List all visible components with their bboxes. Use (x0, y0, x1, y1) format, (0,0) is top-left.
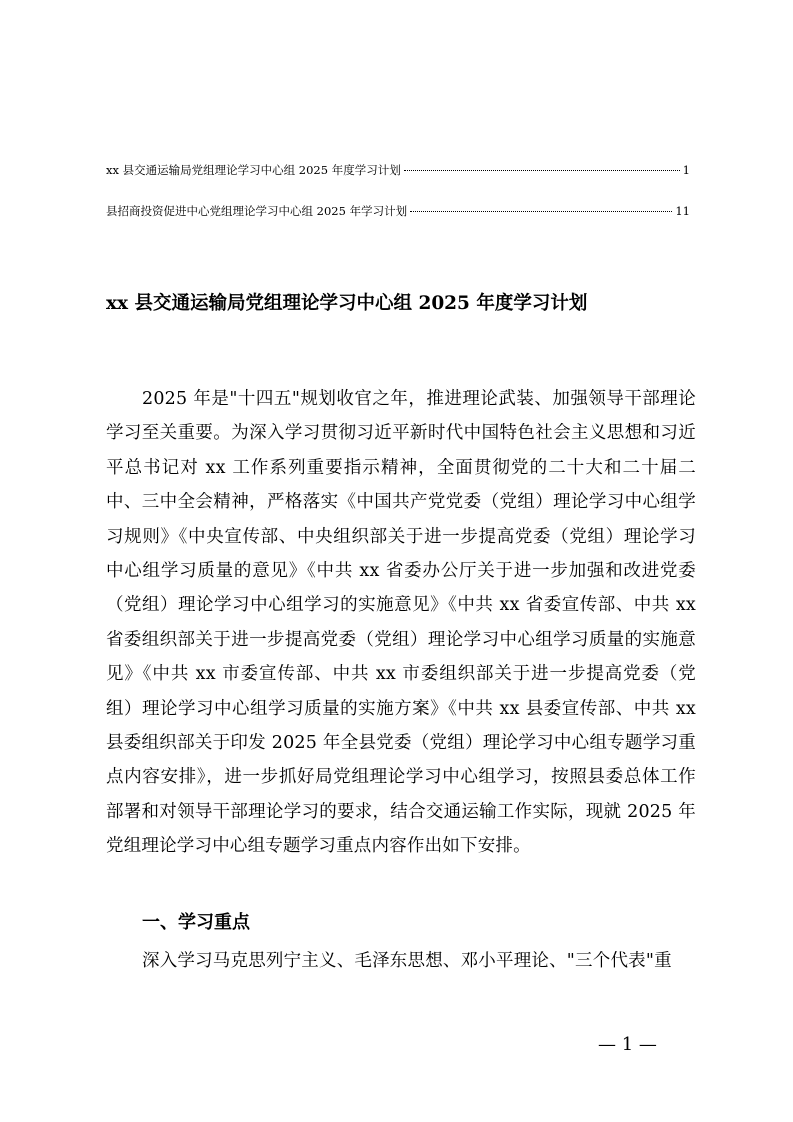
document-title: xx 县交通运输局党组理论学习中心组 2025 年度学习计划 (106, 293, 588, 314)
toc-entry[interactable] (106, 162, 690, 178)
section-heading: 一、学习重点 (142, 912, 250, 933)
toc-entry-page: 1 (682, 163, 690, 177)
intro-paragraph: 2025 年是"十四五"规划收官之年，推进理论武装、加强领导干部理论学习至关重要。为深入学习贯彻习近平新时代中国特色社会主义思想和习近平总书记对 xx 工作系列重要指示精神，全面贯彻党的二十大和二十届二中、三中全会精神，严格落实《中国共产党党委（党组）理论学习中心组学习规则》《中央宣传部、中央组织部关于进一步提高党委（党组）理论学习中心组学习质量的意见》《中共 xx 省委办公厅关于进一步加强和改进党委（党组）理论学习中心组学习的实施意见》《中共 xx 省委宣传部、中共 xx 省委组织部关于进一步提高党委（党组）理论学习中心组学习质量的实施意见》《中共 xx 市委宣传部、中共 xx 市委组织部关于进一步提高党委（党组）理论学习中心组学习质量的实施方案》《中共 xx 县委宣传部、中共 xx 县委组织部关于印发 2025 年全县党委（党组）理论学习中心组专题学习重点内容安排》，进一步抓好局党组理论学习中心组学习，按照县委总体工作部署和对领导干部理论学习的要求，结合交通运输工作实际，现就 2025 年党组理论学习中心组专题学习重点内容作出如下安排。 (106, 389, 696, 857)
section-paragraph: 深入学习马克思列宁主义、毛泽东思想、邓小平理论、"三个代表"重 (142, 951, 672, 971)
toc-dot-leader (404, 170, 680, 171)
toc-entry-title: 县招商投资促进中心党组理论学习中心组 2025 年学习计划 (106, 204, 408, 218)
toc-entry-page: 11 (675, 204, 690, 218)
page-number: — 1 — (598, 1034, 657, 1055)
toc-entry[interactable] (106, 203, 690, 219)
toc-entry-title: xx 县交通运输局党组理论学习中心组 2025 年度学习计划 (106, 163, 401, 177)
toc-dot-leader (410, 211, 672, 212)
